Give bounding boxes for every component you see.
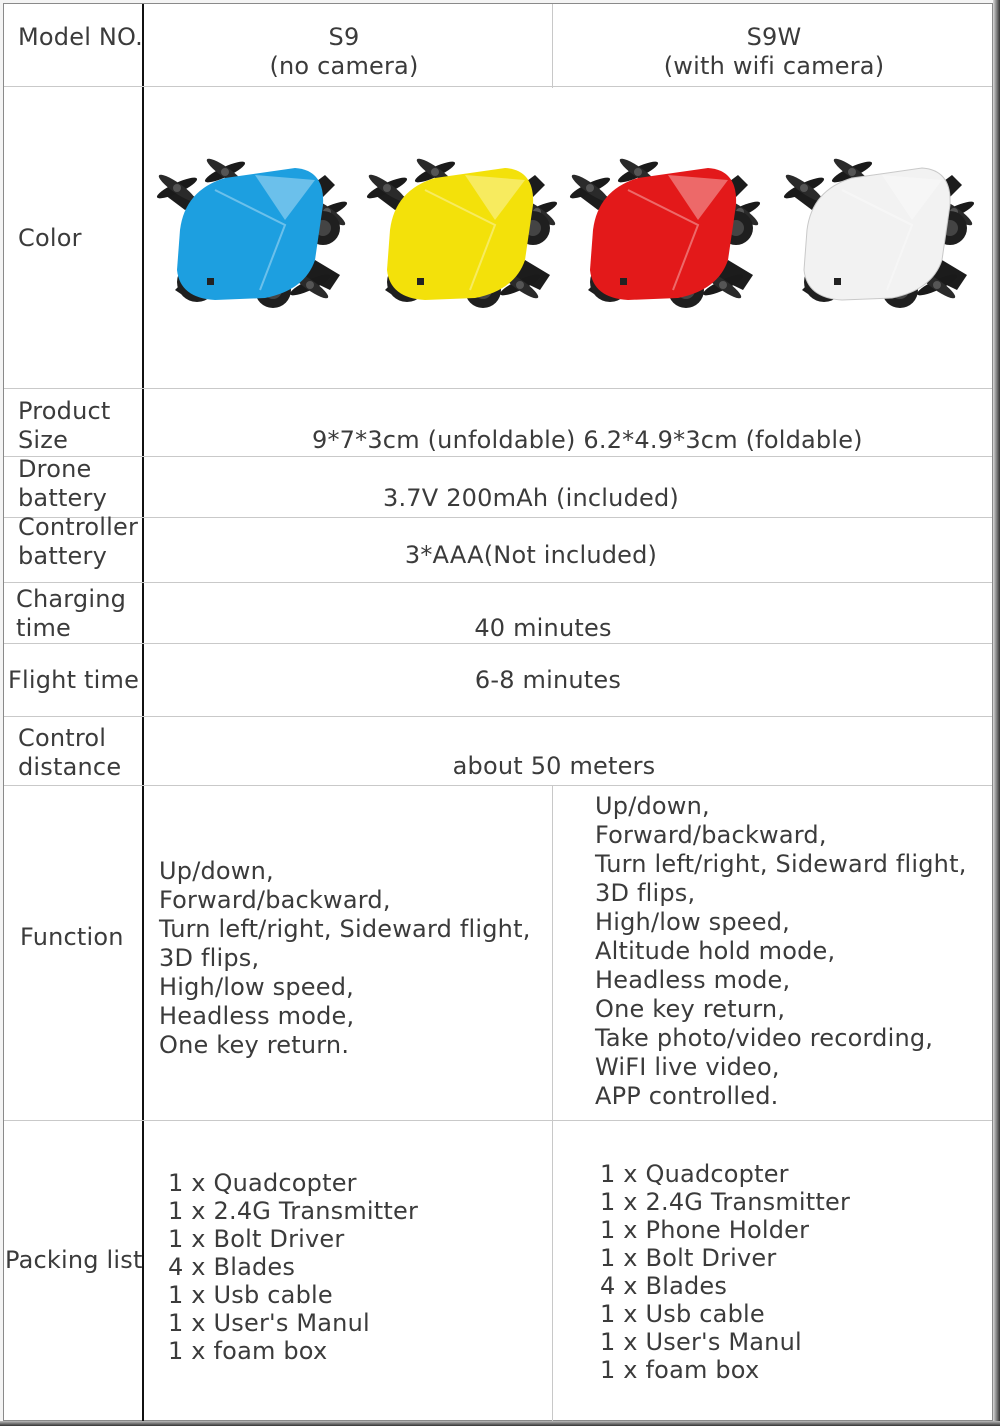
control-distance-label: Control distance <box>18 724 122 781</box>
drone-white-image <box>782 150 982 320</box>
charging-time-label: Charging time <box>16 585 127 642</box>
function-label: Function <box>20 923 124 951</box>
row-divider <box>4 643 992 644</box>
drone-battery-label: Drone battery <box>18 455 107 512</box>
controller-battery-label: Controller battery <box>18 513 139 570</box>
s9-function-list: Up/down, Forward/backward, Turn left/right, Sideward flight, 3D flips, High/low speed, Headless mode, One key return. <box>159 857 531 1059</box>
charging-time-value: 40 minutes <box>474 614 612 642</box>
row-divider <box>4 716 992 717</box>
row-divider <box>4 582 992 583</box>
row-divider <box>4 456 992 457</box>
controller-battery-value: 3*AAA(Not included) <box>404 541 658 569</box>
row-divider <box>4 1120 992 1121</box>
drone-blue-image <box>155 150 355 320</box>
row-divider <box>4 785 992 786</box>
row-divider <box>4 86 992 87</box>
product-size-value: 9*7*3cm (unfoldable) 6.2*4.9*3cm (foldable) <box>312 426 863 454</box>
s9-model-note: (no camera) <box>269 52 419 80</box>
drone-battery-value: 3.7V 200mAh (included) <box>383 484 679 512</box>
s9w-model-name: S9W <box>746 23 802 51</box>
control-distance-value: about 50 meters <box>452 752 656 780</box>
row-divider <box>4 517 992 518</box>
page-shadow-bottom <box>0 1421 1000 1426</box>
s9w-function-list: Up/down, Forward/backward, Turn left/right, Sideward flight, 3D flips, High/low speed, Altitude hold mode, Headless mode, One key return, Take photo/video recording, WiFI live video, APP controlled. <box>595 792 967 1110</box>
flight-time-label: Flight time <box>8 666 140 694</box>
s9w-packing-list: 1 x Quadcopter 1 x 2.4G Transmitter 1 x Phone Holder 1 x Bolt Driver 4 x Blades 1 x Usb cable 1 x User's Manul 1 x foam box <box>600 1160 851 1384</box>
packing-list-label: Packing list <box>5 1246 143 1274</box>
product-size-label: Product Size <box>18 397 111 454</box>
model-label: Model NO. <box>18 23 143 51</box>
model-column-divider-bottom <box>552 786 553 1422</box>
color-label: Color <box>18 224 82 252</box>
flight-time-value: 6-8 minutes <box>474 666 622 694</box>
drone-yellow-image <box>365 150 565 320</box>
drone-red-image <box>568 150 768 320</box>
label-column-divider <box>142 4 144 1422</box>
model-column-divider-top <box>552 4 553 88</box>
row-divider <box>4 388 992 389</box>
s9-model-name: S9 <box>328 23 360 51</box>
s9-packing-list: 1 x Quadcopter 1 x 2.4G Transmitter 1 x Bolt Driver 4 x Blades 1 x Usb cable 1 x User's Manul 1 x foam box <box>168 1169 419 1365</box>
s9w-model-note: (with wifi camera) <box>663 52 885 80</box>
page-shadow-right <box>993 0 1000 1426</box>
